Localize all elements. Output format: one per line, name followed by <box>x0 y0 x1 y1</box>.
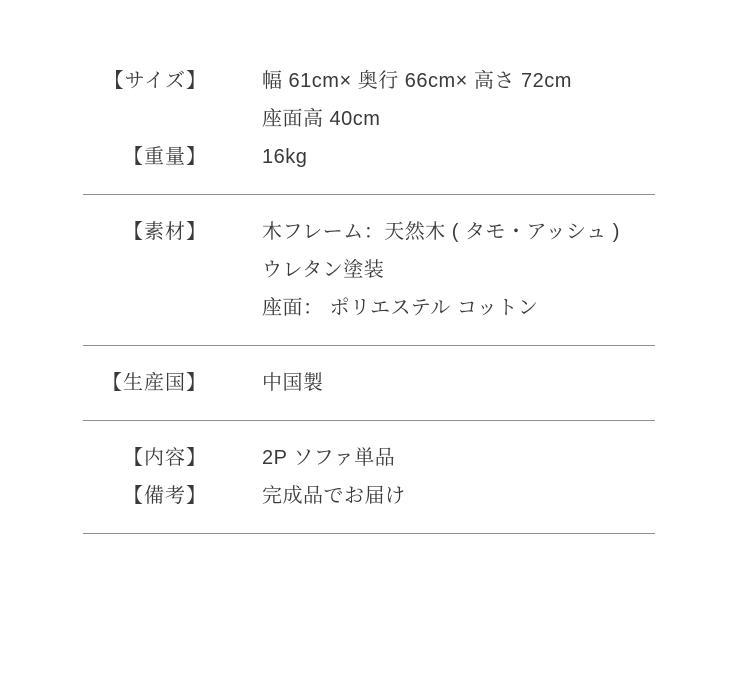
spec-row-material-seat <box>83 289 655 327</box>
spec-label-country: 【生産国】 <box>102 372 207 394</box>
spec-section-country <box>83 346 655 420</box>
spec-label-empty <box>83 251 207 289</box>
spec-row-contents <box>83 439 655 477</box>
spec-row-material-frame <box>83 213 655 251</box>
spec-value-weight: 16kg <box>262 146 308 168</box>
spec-value-material-seat: 座面： ポリエステル コットン <box>262 297 539 319</box>
spec-section-size-weight <box>83 44 655 194</box>
spec-label-contents: 【内容】 <box>123 447 207 469</box>
spec-label-material: 【素材】 <box>123 221 207 243</box>
spec-value-country: 中国製 <box>262 372 324 394</box>
spec-section-contents-notes <box>83 421 655 533</box>
spec-label-notes: 【備考】 <box>123 485 207 507</box>
spec-row-seat-height <box>83 100 655 138</box>
spec-value-seat-height: 座面高 40cm <box>262 108 381 130</box>
spec-row-material-finish <box>83 251 655 289</box>
section-divider <box>83 533 655 534</box>
spec-section-material <box>83 195 655 345</box>
spec-row-country <box>83 364 655 402</box>
spec-label-size: 【サイズ】 <box>103 70 207 92</box>
spec-label-empty <box>83 100 207 138</box>
spec-value-notes: 完成品でお届け <box>262 485 406 507</box>
spec-row-size <box>83 62 655 100</box>
spec-row-notes <box>83 477 655 515</box>
spec-value-material-frame: 木フレーム：天然木 ( タモ・アッシュ ) <box>262 221 620 243</box>
product-spec-table <box>83 44 655 534</box>
spec-label-weight: 【重量】 <box>123 146 207 168</box>
spec-value-contents: 2P ソファ単品 <box>262 447 396 469</box>
spec-label-empty <box>83 289 207 327</box>
spec-value-material-finish: ウレタン塗装 <box>262 259 385 281</box>
spec-row-weight <box>83 138 655 176</box>
spec-value-size: 幅 61cm× 奥行 66cm× 高さ 72cm <box>262 70 572 92</box>
